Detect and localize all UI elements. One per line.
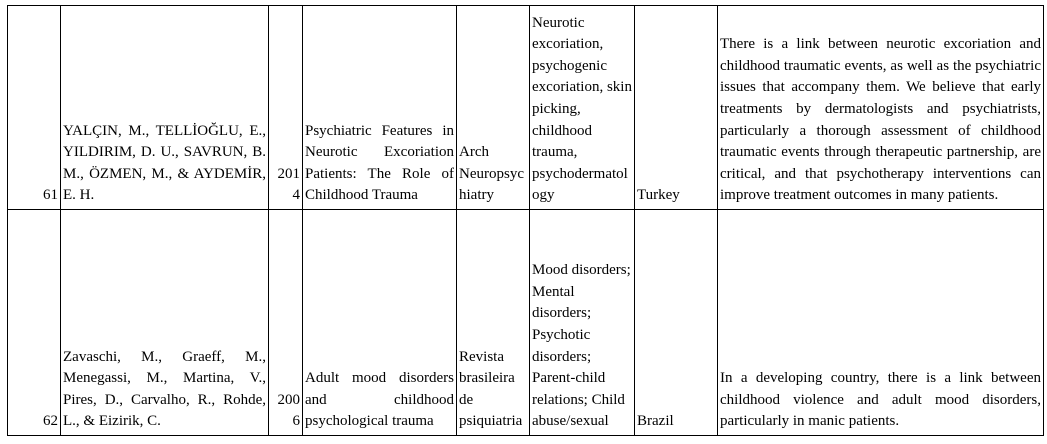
keywords-cell: Mood disorders; Mental disorders; Psychotic disorders; Parent-child relations; Child abuse/sexual (530, 210, 635, 436)
authors-cell: YALÇIN, M., TELLİOĞLU, E., YILDIRIM, D. U., SAVRUN, B. M., ÖZMEN, M., & AYDEMİR, E. H. (61, 6, 269, 210)
conclusion-cell: In a developing country, there is a link between childhood violence and adult mood disorders, particularly in manic patients. (718, 210, 1044, 436)
country-cell: Brazil (635, 210, 718, 436)
table-row (8, 6, 1044, 210)
country-cell: Turkey (635, 6, 718, 210)
year-cell: 2006 (269, 210, 303, 436)
keywords-cell: Neurotic excoriation, psychogenic excoriation, skin picking, childhood trauma, psychodermatology (530, 6, 635, 210)
conclusion-cell: There is a link between neurotic excoriation and childhood traumatic events, as well as the psychiatric issues that accompany them. We believe that early treatments by dermatologists and psychiatrists, particularly a thorough assessment of childhood traumatic events through therapeutic partnership, are critical, and that psychotherapy interventions can improve treatment outcomes in many patients. (718, 6, 1044, 210)
title-cell: Adult mood disorders and childhood psychological trauma (303, 210, 457, 436)
authors-cell: Zavaschi, M., Graeff, M., Menegassi, M., Martina, V., Pires, D., Carvalho, R., Rohde, L., & Eizirik, C. (61, 210, 269, 436)
references-table (7, 5, 1044, 436)
title-cell: Psychiatric Features in Neurotic Excoriation Patients: The Role of Childhood Trauma (303, 6, 457, 210)
journal-cell: Arch Neuropsychiatry (457, 6, 530, 210)
row-number: 62 (8, 210, 61, 436)
table-row (8, 210, 1044, 436)
row-number: 61 (8, 6, 61, 210)
year-cell: 2014 (269, 6, 303, 210)
journal-cell: Revista brasileira de psiquiatria (457, 210, 530, 436)
